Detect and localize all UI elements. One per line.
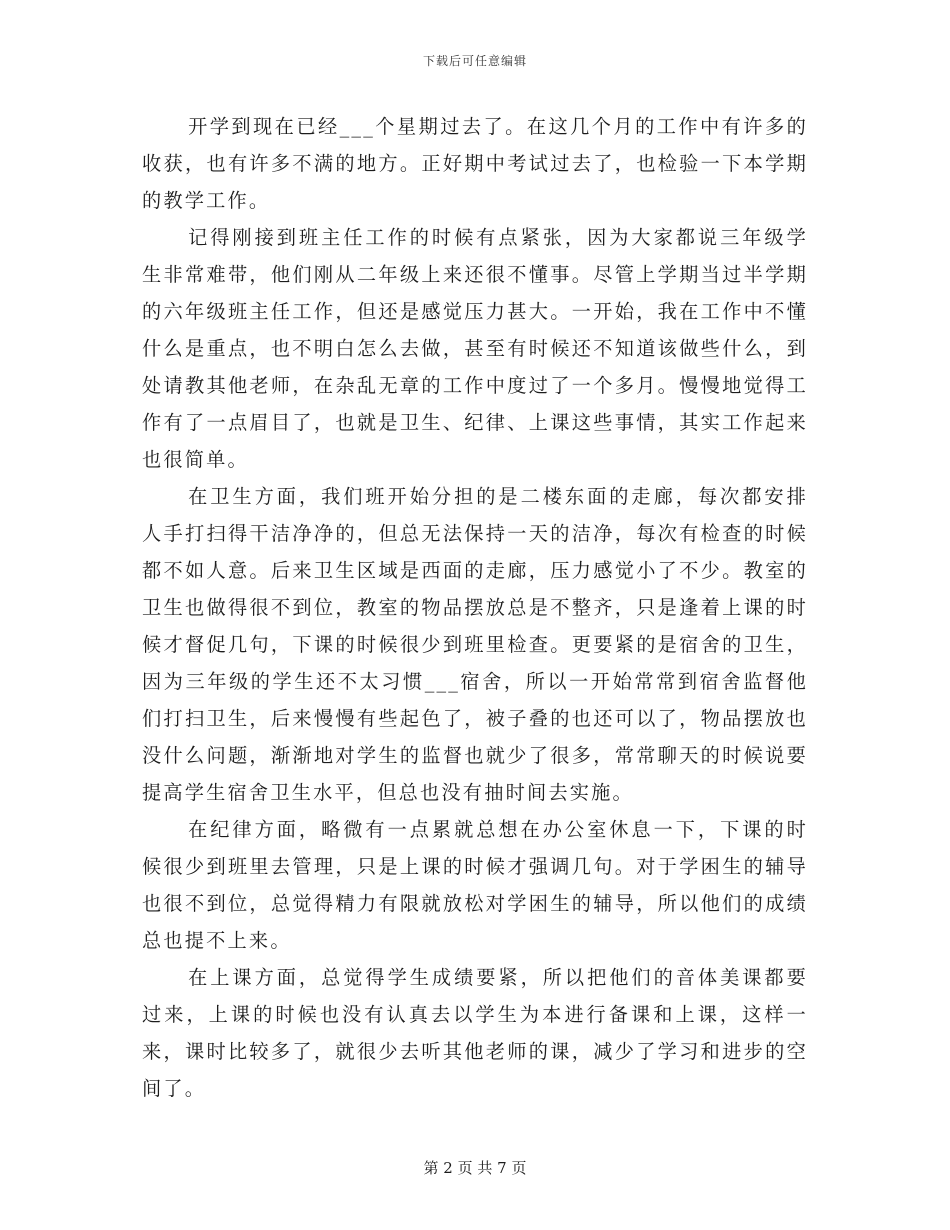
page-number: 第 2 页 共 7 页 — [423, 1159, 527, 1177]
paragraph-4: 在纪律方面，略微有一点累就总想在办公室休息一下，下课的时候很少到班里去管理，只是上课的时候才强调几句。对于学困生的辅导也很不到位，总觉得精力有限就放松对学困生的辅导，所以他们的成绩总也提不上来。 — [142, 818, 808, 952]
paragraph-5: 在上课方面，总觉得学生成绩要紧，所以把他们的音体美课都要过来，上课的时候也没有认真去以学生为本进行备课和上课，这样一来，课时比较多了，就很少去听其他老师的课，减少了学习和进步的空间了。 — [142, 966, 808, 1100]
paragraph-2: 记得刚接到班主任工作的时候有点紧张，因为大家都说三年级学生非常难带，他们刚从二年级上来还很不懂事。尽管上学期当过半学期的六年级班主任工作，但还是感觉压力甚大。一开始，我在工作中不懂什么是重点，也不明白怎么去做，甚至有时候还不知道该做些什么，到处请教其他老师，在杂乱无章的工作中度过了一个多月。慢慢地觉得工作有了一点眉目了，也就是卫生、纪律、上课这些事情，其实工作起来也很简单。 — [142, 226, 808, 471]
page-header: 下载后可任意编辑 — [422, 54, 527, 68]
paragraph-1: 开学到现在已经___个星期过去了。在这几个月的工作中有许多的收获，也有许多不满的地方。正好期中考试过去了，也检验一下本学期的教学工作。 — [142, 115, 808, 212]
document-body — [142, 108, 808, 1107]
paragraph-3: 在卫生方面，我们班开始分担的是二楼东面的走廊，每次都安排人手打扫得干洁净净的，但总无法保持一天的洁净，每次有检查的时候都不如人意。后来卫生区域是西面的走廊，压力感觉小了不少。教室的卫生也做得很不到位，教室的物品摆放总是不整齐，只是逢着上课的时候才督促几句，下课的时候很少到班里检查。更要紧的是宿舍的卫生，因为三年级的学生还不太习惯___宿舍，所以一开始常常到宿舍监督他们打扫卫生，后来慢慢有些起色了，被子叠的也还可以了，物品摆放也没什么问题，渐渐地对学生的监督也就少了很多，常常聊天的时候说要提高学生宿舍卫生水平，但总也没有抽时间去实施。 — [142, 485, 808, 804]
